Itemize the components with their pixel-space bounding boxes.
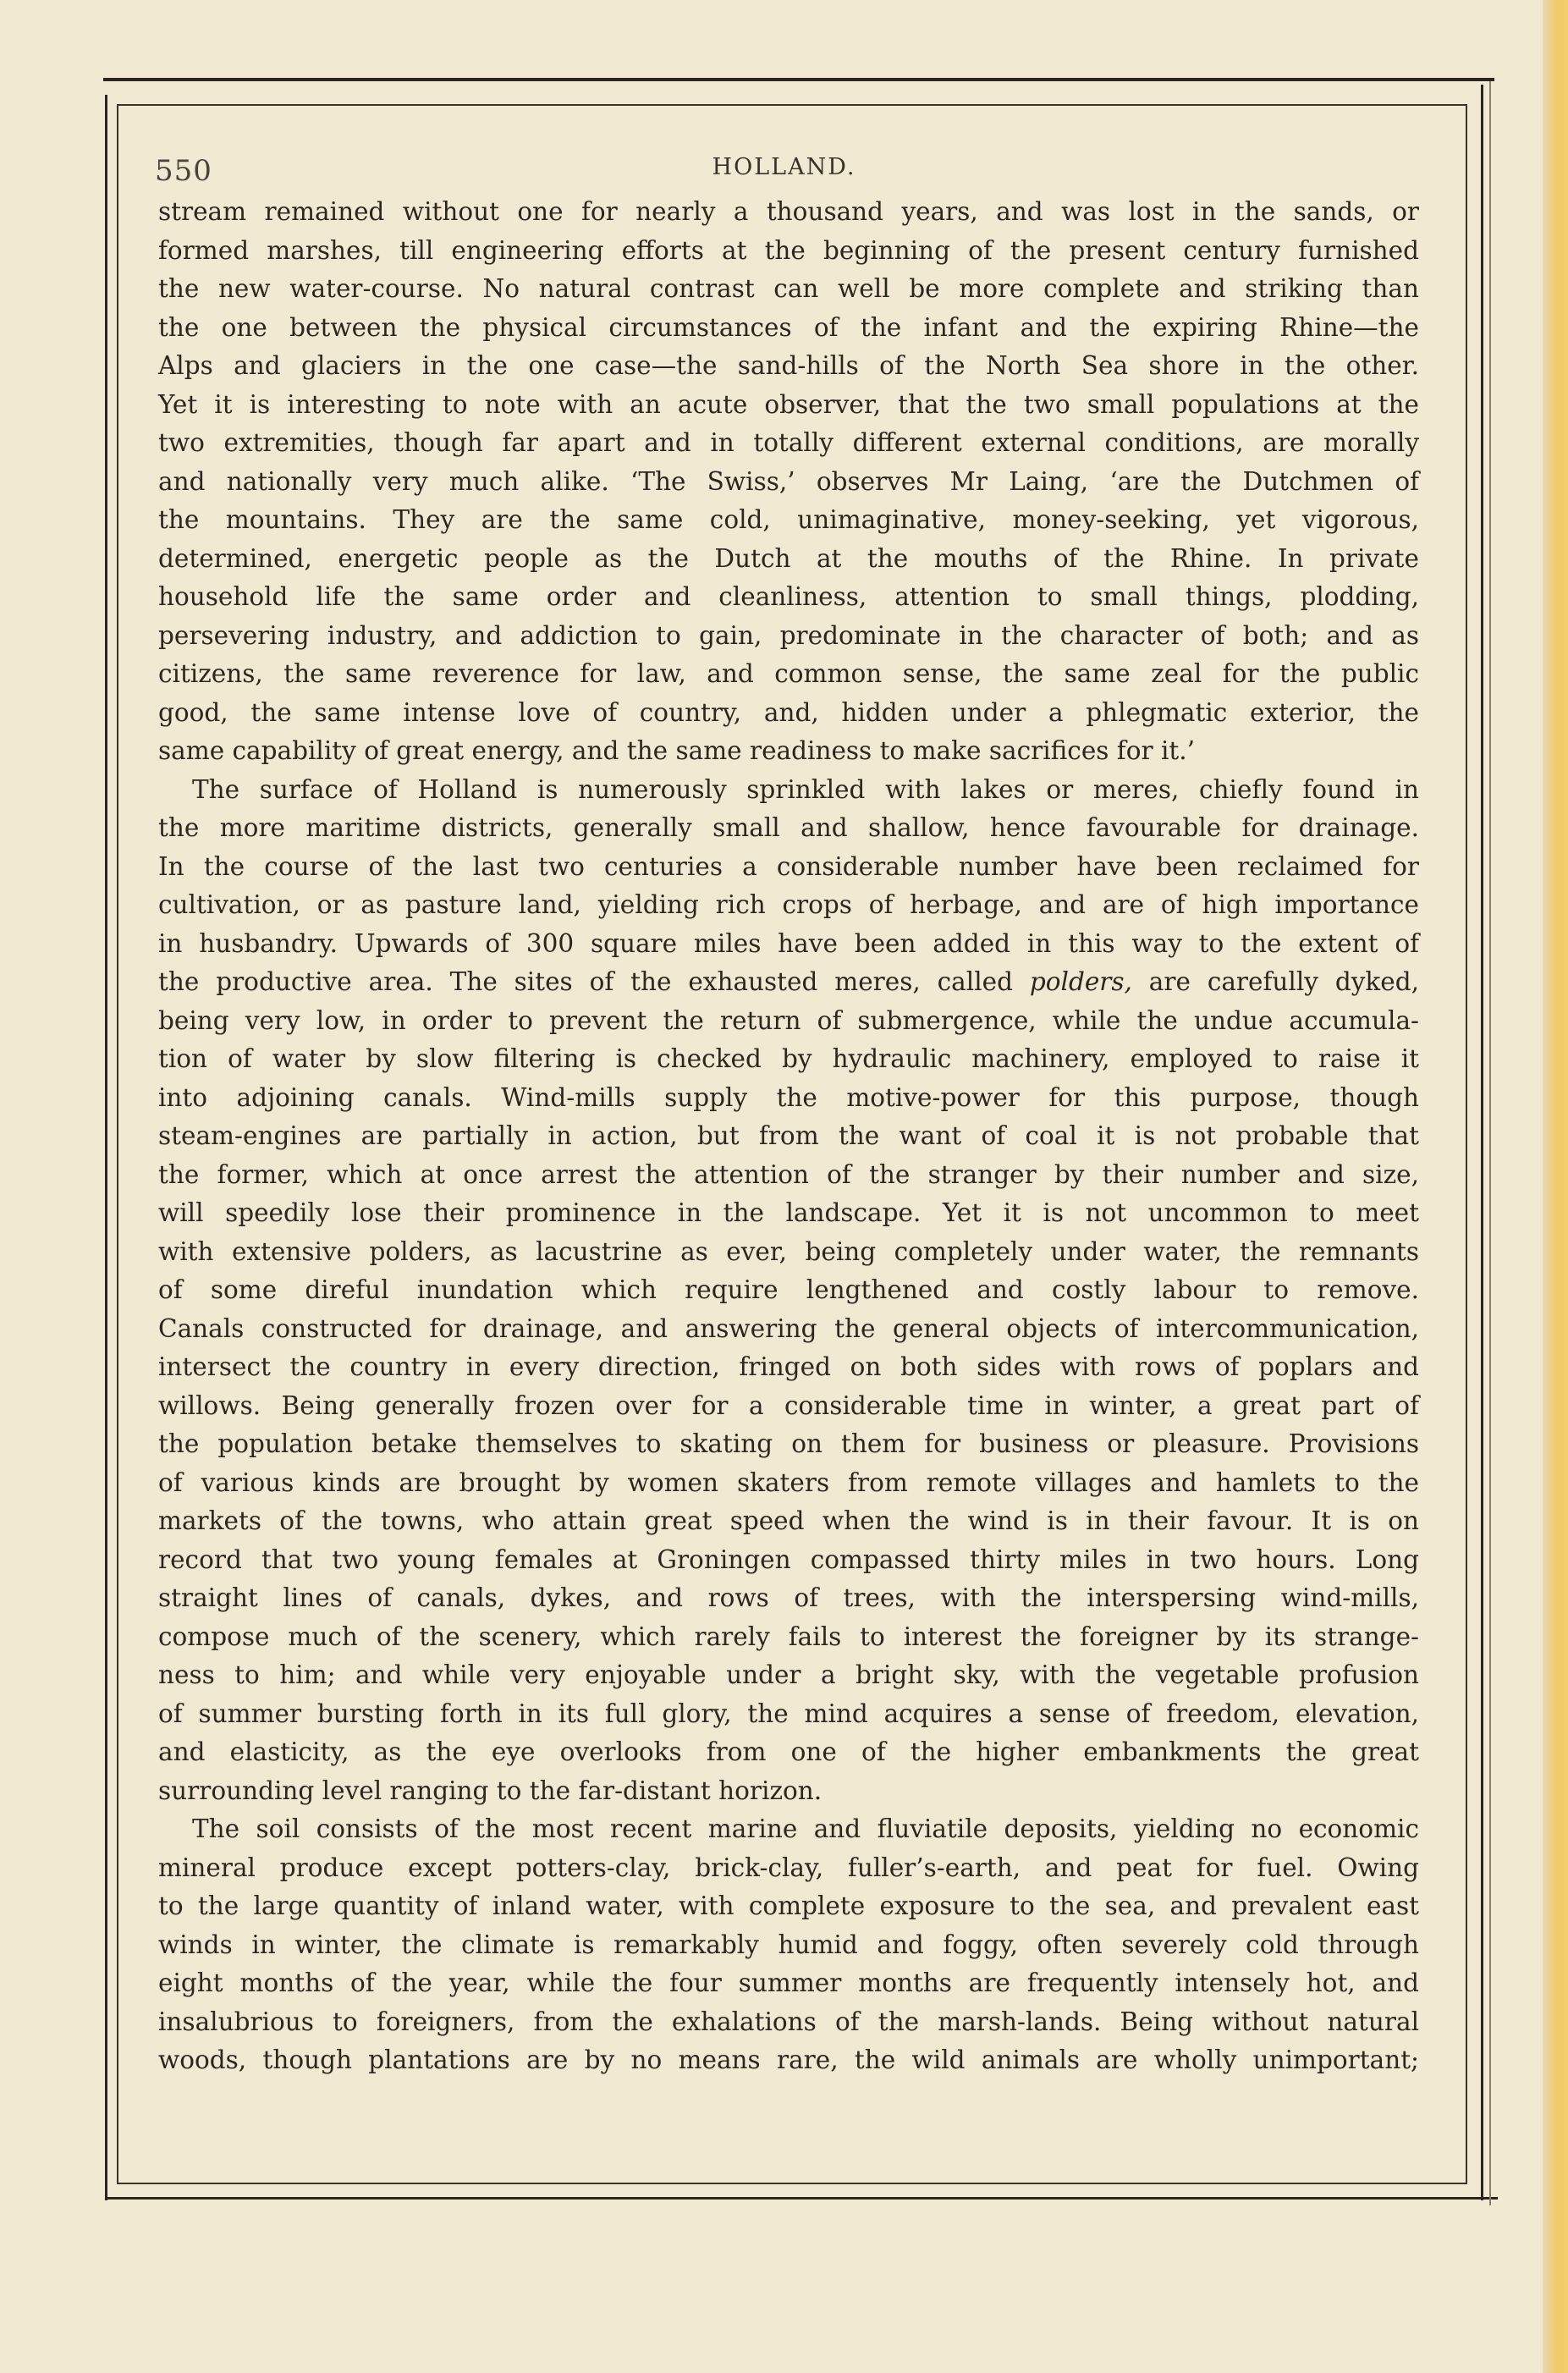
- text-line: cultivation, or as pasture land, yielding rich crops of herbage, and are of high importance: [158, 890, 1419, 919]
- text-line: will speedily lose their prominence in the landscape. Yet it is not uncommon to meet: [158, 1198, 1419, 1227]
- text-line: steam-engines are partially in action, but from the want of coal it is not probable that: [158, 1121, 1419, 1150]
- text-line: markets of the towns, who attain great speed when the wind is in their favour. It is on: [158, 1506, 1419, 1535]
- frame-rule-top: [103, 78, 1494, 81]
- paragraph-start-line: The surface of Holland is numerously sprinkled with lakes or meres, chiefly found in: [192, 774, 1419, 804]
- text-line: being very low, in order to prevent the return of submergence, while the undue accumula-: [158, 1005, 1419, 1035]
- text-line: household life the same order and cleanliness, attention to small things, plodding,: [158, 582, 1419, 611]
- text-line: the one between the physical circumstances of the infant and the expiring Rhine—the: [158, 312, 1419, 342]
- text-line: Canals constructed for drainage, and answering the general objects of intercommunication,: [158, 1313, 1419, 1343]
- text-line: In the course of the last two centuries a considerable number have been reclaimed for: [158, 851, 1419, 881]
- paragraph-end-line: surrounding level ranging to the far-distant horizon.: [158, 1776, 823, 1805]
- text-line: Alps and glaciers in the one case—the sand-hills of the North Sea shore in the other.: [158, 351, 1419, 380]
- running-title: HOLLAND.: [712, 154, 856, 180]
- text-line: into adjoining canals. Wind-mills supply the motive-power for this purpose, though: [158, 1082, 1419, 1112]
- frame-rule-right: [1481, 85, 1483, 2200]
- text-line: good, the same intense love of country, and, hidden under a phlegmatic exterior, the: [158, 697, 1419, 727]
- text-line: winds in winter, the climate is remarkably humid and foggy, often severely cold through: [158, 1930, 1419, 1959]
- text-line: of some direful inundation which require lengthened and costly labour to remove.: [158, 1275, 1419, 1304]
- text-line: of various kinds are brought by women skaters from remote villages and hamlets to the: [158, 1467, 1419, 1497]
- text-line: tion of water by slow filtering is checked by hydraulic machinery, employed to raise it: [158, 1044, 1419, 1073]
- text-segment: the productive area. The sites of the exhausted meres, called: [158, 967, 1013, 996]
- text-line: and nationally very much alike. ‘The Swiss,’ observes Mr Laing, ‘are the Dutchmen of: [158, 466, 1419, 496]
- text-line: with extensive polders, as lacustrine as ever, being completely under water, the remnants: [158, 1236, 1419, 1266]
- text-line: in husbandry. Upwards of 300 square miles have been added in this way to the extent of: [158, 928, 1419, 958]
- text-line: persevering industry, and addiction to gain, predominate in the character of both; and as: [158, 620, 1419, 650]
- text-line: willows. Being generally frozen over for a considerable time in winter, a great part of: [158, 1390, 1419, 1420]
- text-line-with-italic: [158, 963, 1419, 1002]
- text-line: citizens, the same reverence for law, and common sense, the same zeal for the public: [158, 659, 1419, 688]
- text-line: the former, which at once arrest the attention of the stranger by their number and size,: [158, 1159, 1419, 1189]
- text-line: record that two young females at Groningen compassed thirty miles in two hours. Long: [158, 1544, 1419, 1574]
- text-line: formed marshes, till engineering efforts at the beginning of the present century furnished: [158, 235, 1419, 265]
- text-line: stream remained without one for nearly a thousand years, and was lost in the sands, or: [158, 197, 1419, 226]
- text-line: of summer bursting forth in its full glory, the mind acquires a sense of freedom, elevation,: [158, 1699, 1419, 1728]
- text-segment: are carefully dyked,: [1131, 967, 1419, 996]
- paragraph-start-line: The soil consists of the most recent marine and fluviatile deposits, yielding no economic: [192, 1814, 1419, 1843]
- text-line: the more maritime districts, generally small and shallow, hence favourable for drainage.: [158, 813, 1419, 842]
- frame-rule-bottom: [105, 2197, 1498, 2200]
- text-line: Yet it is interesting to note with an acute observer, that the two small populations at the: [158, 389, 1419, 419]
- text-line: ness to him; and while very enjoyable under a bright sky, with the vegetable profusion: [158, 1660, 1419, 1689]
- text-line: woods, though plantations are by no means rare, the wild animals are wholly unimportant;: [158, 2045, 1419, 2074]
- text-line: to the large quantity of inland water, with complete exposure to the sea, and prevalent east: [158, 1891, 1419, 1920]
- text-line: and elasticity, as the eye overlooks from one of the higher embankments the great: [158, 1737, 1419, 1766]
- text-line: intersect the country in every direction, fringed on both sides with rows of poplars and: [158, 1352, 1419, 1381]
- text-line: the new water-course. No natural contrast can well be more complete and striking than: [158, 274, 1419, 303]
- page-edge-shadow: [1543, 0, 1568, 2373]
- text-line: mineral produce except potters-clay, brick-clay, fuller’s-earth, and peat for fuel. Owing: [158, 1853, 1419, 1882]
- text-line: determined, energetic people as the Dutch at the mouths of the Rhine. In private: [158, 543, 1419, 573]
- body-text: [158, 193, 1419, 2080]
- text-line: straight lines of canals, dykes, and rows of trees, with the interspersing wind-mills,: [158, 1583, 1419, 1612]
- text-line: compose much of the scenery, which rarely fails to interest the foreigner by its strange-: [158, 1621, 1419, 1651]
- text-line: two extremities, though far apart and in totally different external conditions, are morally: [158, 428, 1419, 457]
- text-line: insalubrious to foreigners, from the exhalations of the marsh-lands. Being without natural: [158, 2007, 1419, 2036]
- page-number: 550: [155, 154, 212, 188]
- text-line: eight months of the year, while the four summer months are frequently intensely hot, and: [158, 1968, 1419, 1997]
- paragraph-end-line: same capability of great energy, and the same readiness to make sacrifices for it.’: [158, 736, 1195, 765]
- frame-rule-right-outer: [1489, 81, 1491, 2205]
- italic-term-polders: polders,: [1029, 967, 1132, 996]
- frame-rule-left: [105, 95, 107, 2200]
- text-line: the population betake themselves to skating on them for business or pleasure. Provisions: [158, 1429, 1419, 1458]
- text-line: the mountains. They are the same cold, unimaginative, money-seeking, yet vigorous,: [158, 505, 1419, 534]
